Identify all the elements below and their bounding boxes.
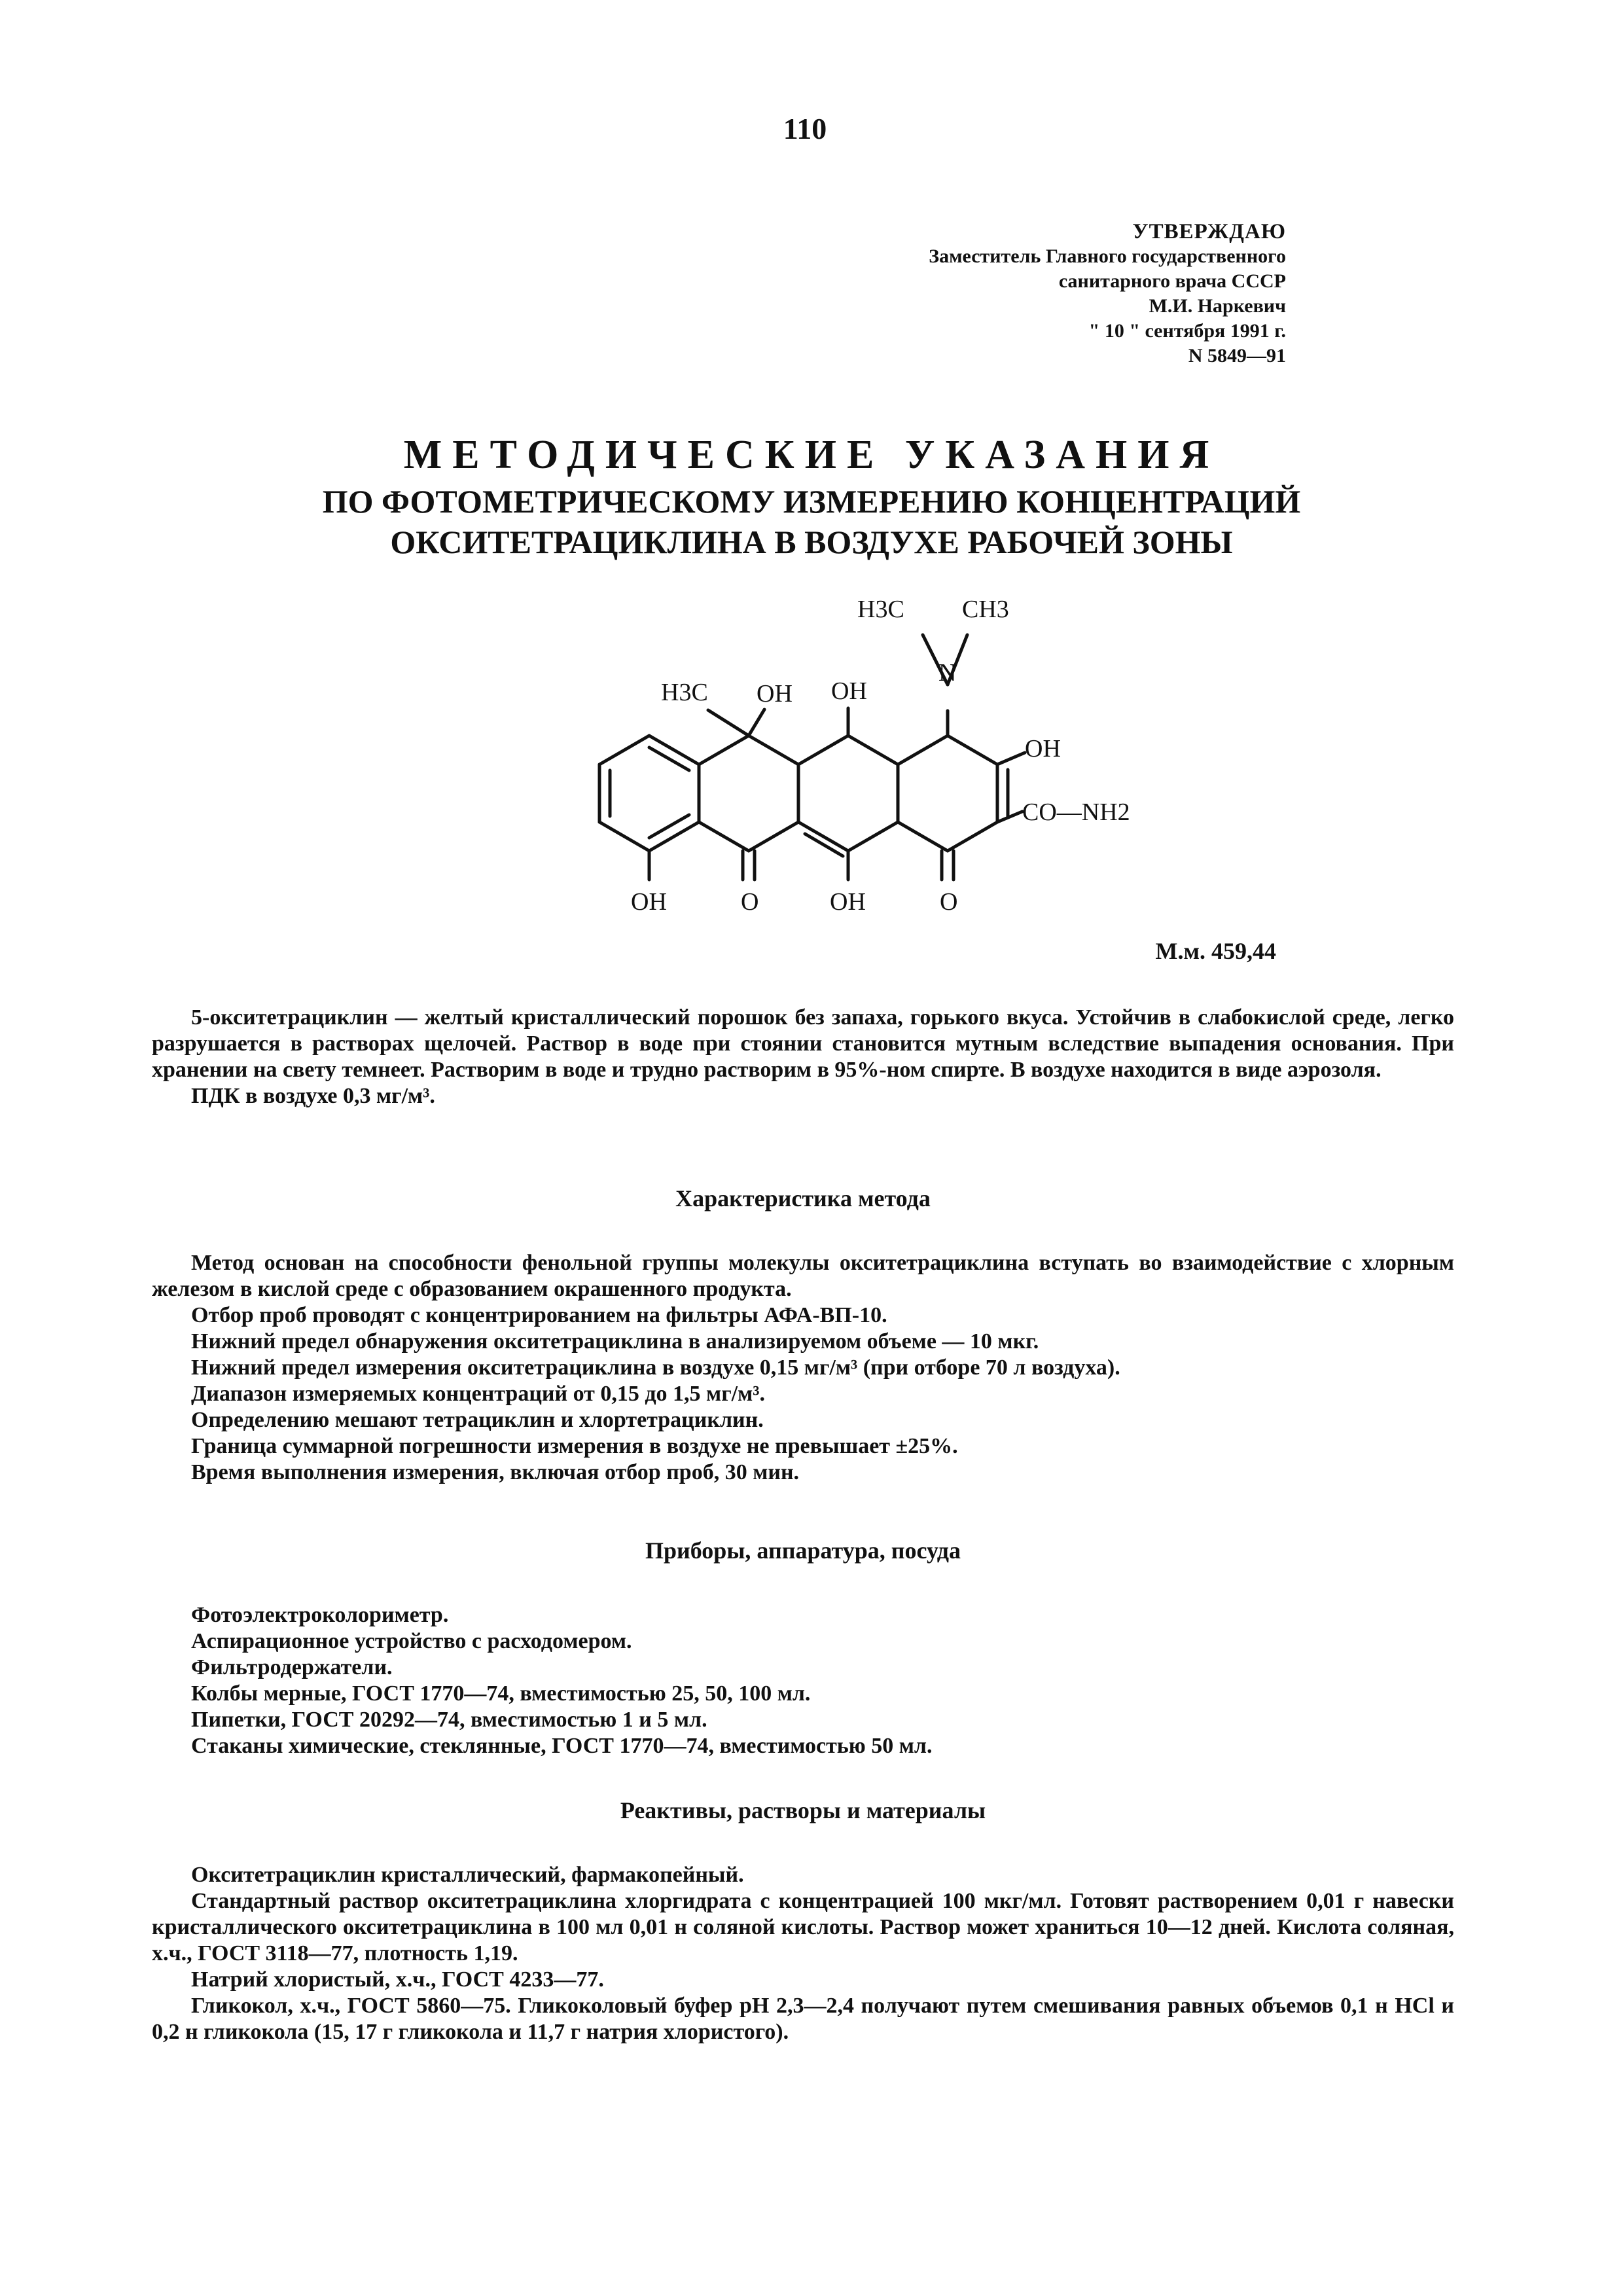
equipment-lines xyxy=(191,1602,1435,1759)
label-oh-bottom1: OH xyxy=(631,888,667,916)
reagents-heading: Реактивы, растворы и материалы xyxy=(620,1797,986,1823)
title-line2: ПО ФОТОМЕТРИЧЕСКОМУ ИЗМЕРЕНИЮ КОНЦЕНТРАЦИЙ xyxy=(322,483,1301,520)
approval-position-line1: Заместитель Главного государственного xyxy=(929,245,1286,267)
intro-text xyxy=(152,1005,1454,1109)
method-lines xyxy=(191,1302,1435,1486)
equipment-line: Колбы мерные, ГОСТ 1770—74, вместимостью 25, 50, 100 мл. xyxy=(191,1681,811,1706)
equipment-heading: Приборы, аппаратура, посуда xyxy=(645,1537,961,1564)
oxytetracycline-structure xyxy=(556,563,1130,929)
label-o-bottom2: O xyxy=(940,888,958,916)
method-line: Определению мешают тетрациклин и хлортетрациклин. xyxy=(191,1408,764,1432)
method-line: Отбор проб проводят с концентрированием на фильтры АФА-ВП-10. xyxy=(191,1303,887,1327)
label-h3c-left: H3C xyxy=(661,679,708,706)
label-oh-bottom2: OH xyxy=(830,888,866,916)
reagents-text xyxy=(152,1862,1454,2045)
approval-title: УТВЕРЖДАЮ xyxy=(1132,220,1286,243)
equipment-line: Пипетки, ГОСТ 20292—74, вместимостью 1 и 5 мл. xyxy=(191,1708,707,1732)
pdk-paragraph: ПДК в воздухе 0,3 мг/м³. xyxy=(191,1084,435,1108)
method-line: Нижний предел обнаружения окситетрациклина в анализируемом объеме — 10 мкг. xyxy=(191,1329,1039,1354)
method-line: Нижний предел измерения окситетрациклина в воздухе 0,15 мг/м³ (при отборе 70 л воздуха). xyxy=(191,1355,1120,1380)
label-n: N xyxy=(938,659,957,687)
approval-date: " 10 " сентября 1991 г. xyxy=(1088,320,1286,342)
method-line: Время выполнения измерения, включая отбор проб, 30 мин. xyxy=(191,1460,800,1484)
approval-block xyxy=(697,219,1286,368)
label-oh-right: OH xyxy=(1025,735,1061,762)
approval-number: N 5849—91 xyxy=(1188,345,1286,367)
reagent-paragraph: Натрий хлористый, х.ч., ГОСТ 4233—77. xyxy=(191,1967,604,1992)
method-line: Граница суммарной погрешности измерения в воздухе не превышает ±25%. xyxy=(191,1434,958,1458)
approval-name: М.И. Наркевич xyxy=(1149,295,1286,317)
molecular-mass: М.м. 459,44 xyxy=(1155,938,1276,964)
method-paragraph: Метод основан на способности фенольной группы молекулы окситетрациклина вступать во взаимодействие с хлорным железом в кислой среде с образованием окрашенного продукта. xyxy=(152,1251,1454,1301)
equipment-line: Фотоэлектроколориметр. xyxy=(191,1603,449,1627)
label-oh-top2: OH xyxy=(831,677,867,705)
label-oh-top1: OH xyxy=(757,680,793,708)
reagent-paragraph: Окситетрациклин кристаллический, фармакопейный. xyxy=(191,1863,744,1887)
intro-paragraph: 5-окситетрациклин — желтый кристаллический порошок без запаха, горького вкуса. Устойчив в слабокислой среде, легко разрушается в растворах щелочей. Раствор в воде при стоянии становится мутным вследствие выпадения основания. При хранении на свету темнеет. Растворим в воде и трудно растворим в 95%-ном спирте. В воздухе находится в виде аэрозоля. xyxy=(152,1005,1454,1082)
approval-position-line2: санитарного врача СССР xyxy=(1058,270,1286,292)
reagent-paragraph: Стандартный раствор окситетрациклина хлоргидрата с концентрацией 100 мкг/мл. Готовят растворением 0,01 г навески кристаллического окситетрациклина в 100 мл 0,01 н соляной кислоты. Раствор может храниться 10—12 дней. Кислота соляная, х.ч., ГОСТ 3118—77, плотность 1,19. xyxy=(152,1889,1454,1965)
method-line: Диапазон измеряемых концентраций от 0,15 до 1,5 мг/м³. xyxy=(191,1382,765,1406)
method-heading: Характеристика метода xyxy=(675,1185,931,1211)
reagent-paragraph: Гликокол, х.ч., ГОСТ 5860—75. Гликоколовый буфер pH 2,3—2,4 получают путем смешивания равных объемов 0,1 н HCl и 0,2 н гликокола (15, 17 г гликокола и 11,7 г натрия хлористого). xyxy=(152,1994,1454,2044)
label-h3c-n: H3C xyxy=(857,596,904,623)
label-conh2: CO—NH2 xyxy=(1022,798,1130,826)
page-number: 110 xyxy=(783,112,827,145)
equipment-line: Стаканы химические, стеклянные, ГОСТ 1770—74, вместимостью 50 мл. xyxy=(191,1734,933,1758)
title-line3: ОКСИТЕТРАЦИКЛИНА В ВОЗДУХЕ РАБОЧЕЙ ЗОНЫ xyxy=(390,524,1233,560)
equipment-line: Аспирационное устройство с расходомером. xyxy=(191,1629,632,1653)
document-title xyxy=(131,429,1492,562)
equipment-line: Фильтродержатели. xyxy=(191,1655,393,1679)
title-line1: МЕТОДИЧЕСКИЕ УКАЗАНИЯ xyxy=(403,433,1220,477)
label-o-bottom1: O xyxy=(741,888,759,916)
method-intro xyxy=(152,1250,1454,1302)
label-ch3-n: CH3 xyxy=(962,596,1009,623)
